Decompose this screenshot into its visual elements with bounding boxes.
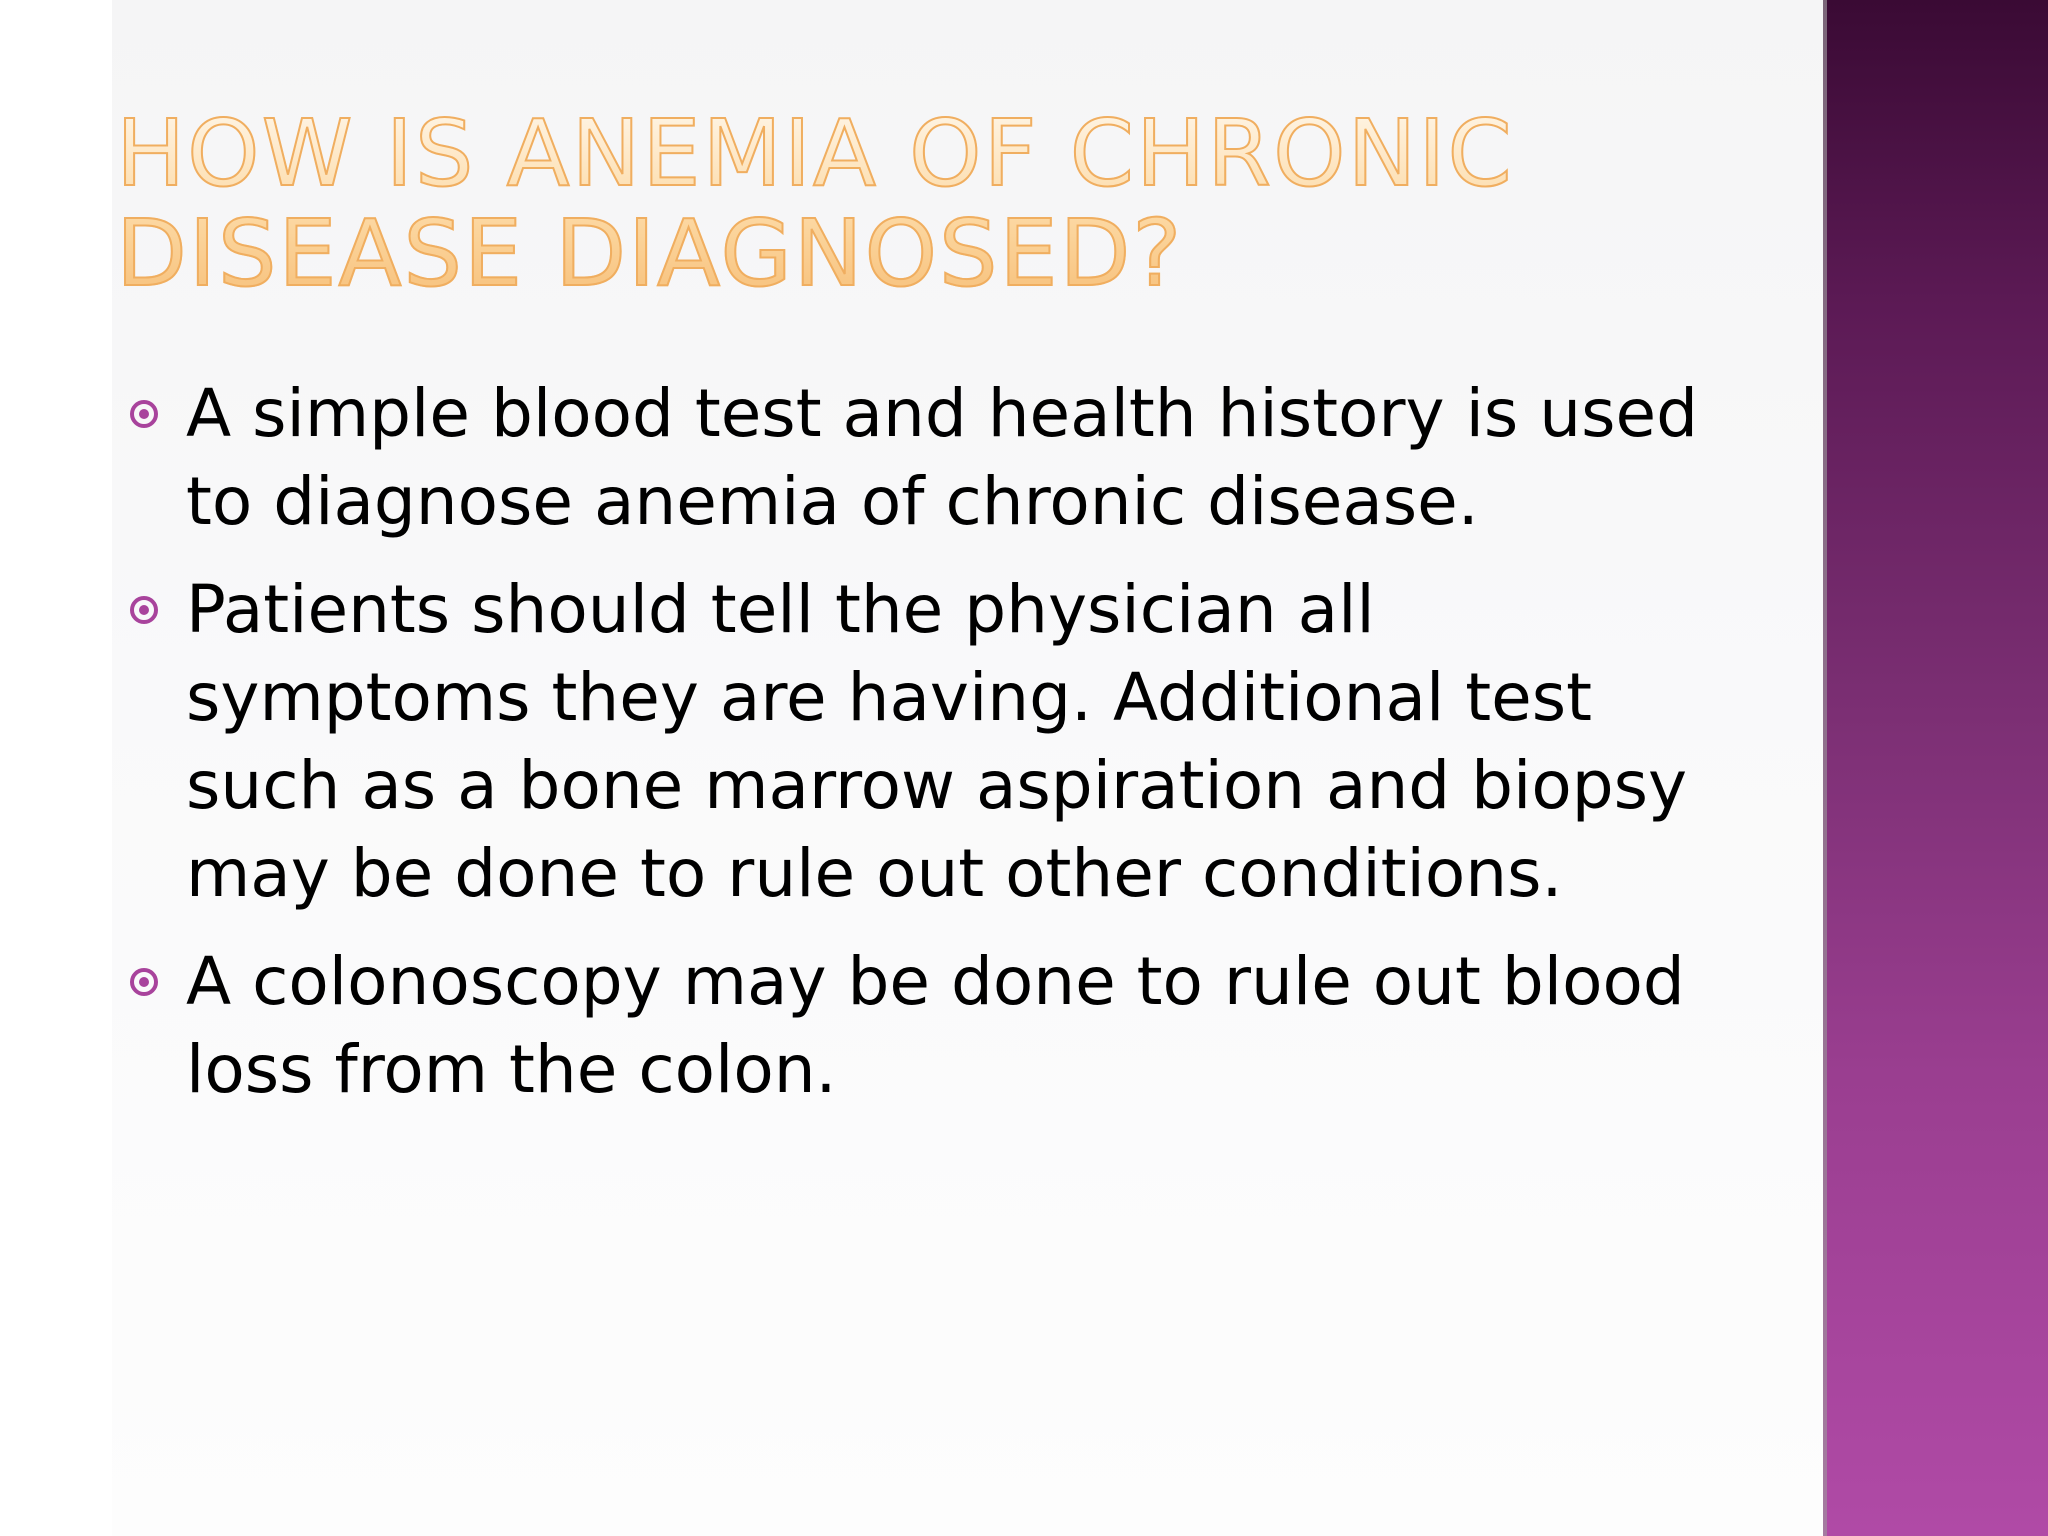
bullet-item (130, 938, 1710, 1114)
circle-bullet-icon (130, 596, 158, 624)
bullet-item (130, 370, 1710, 546)
circle-bullet-icon (130, 968, 158, 996)
bullet-list (130, 370, 1710, 1134)
bullet-text: A colonoscopy may be done to rule out blood loss from the colon. (186, 943, 1685, 1108)
slide-title-line-1: HOW IS ANEMIA OF CHRONIC (116, 100, 1514, 207)
bullet-text: A simple blood test and health history is used to diagnose anemia of chronic disease. (186, 375, 1699, 540)
bullet-text: Patients should tell the physician all symptoms they are having. Additional test such as a bone marrow aspiration and biopsy may be done to rule out other conditions. (186, 571, 1688, 912)
bullet-item (130, 566, 1710, 918)
decorative-side-bar (1827, 0, 2048, 1536)
slide-title (116, 100, 1616, 307)
slide-title-line-2: DISEASE DIAGNOSED? (116, 200, 1184, 307)
circle-bullet-icon (130, 400, 158, 428)
